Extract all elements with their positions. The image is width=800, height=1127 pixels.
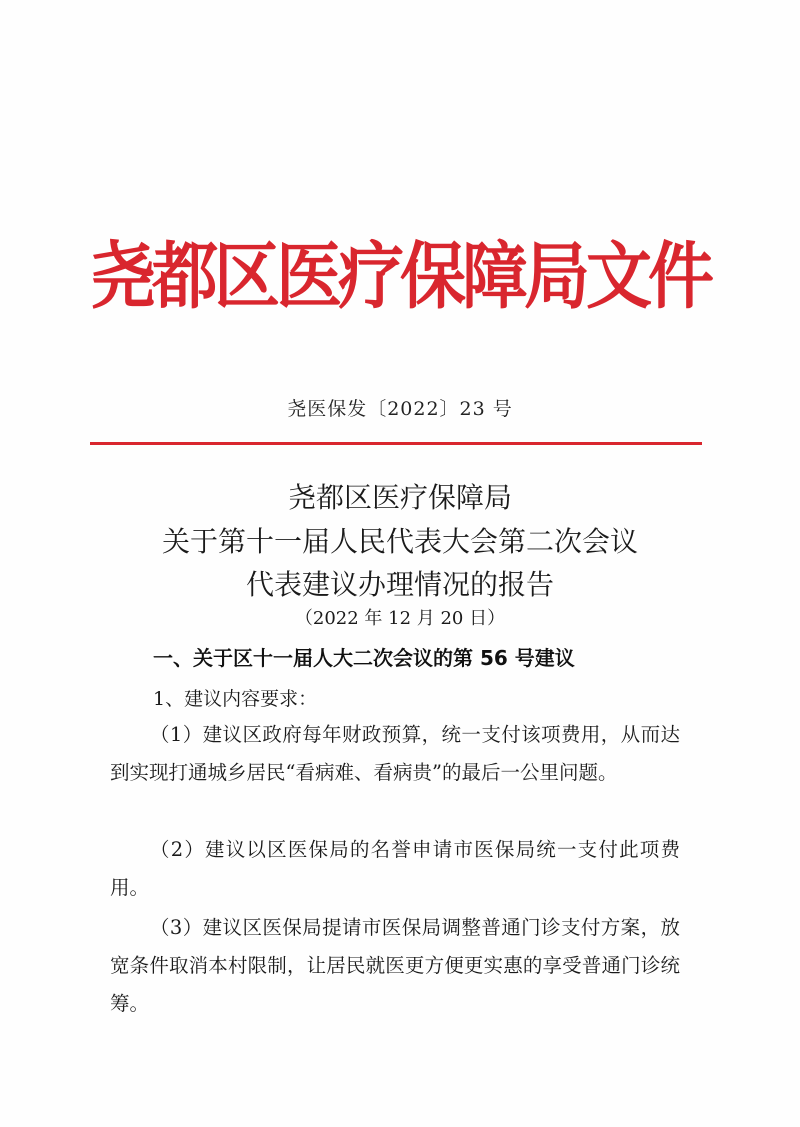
paragraph-3: （3）建议区医保局提请市医保局调整普通门诊支付方案，放宽条件取消本村限制，让居民就医更方便更实惠的享受普通门诊统筹。 <box>110 916 680 1015</box>
paragraph-1: （1）建议区政府每年财政预算，统一支付该项费用，从而达到实现打通城乡居民“看病难、看病贵”的最后一公里问题。 <box>110 723 680 784</box>
item-label: 1、建议内容要求： <box>153 688 318 710</box>
document-number: 尧医保发〔2022〕23 号 <box>287 398 513 420</box>
report-title-line-1: 尧都区医疗保障局 <box>287 481 512 514</box>
section-heading: 一、关于区十一届人大二次会议的第 56 号建议 <box>153 646 575 670</box>
report-title-line-2: 关于第十一届人民代表大会第二次会议 <box>161 525 638 558</box>
paragraph-2: （2）建议以区医保局的名誉申请市医保局统一支付此项费用。 <box>110 838 680 899</box>
document-header-title: 尧都区医疗保障局文件 <box>90 234 710 320</box>
report-title-line-3: 代表建议办理情况的报告 <box>245 568 554 601</box>
red-divider <box>90 442 702 445</box>
report-date: （2022 年 12 月 20 日） <box>294 608 506 629</box>
